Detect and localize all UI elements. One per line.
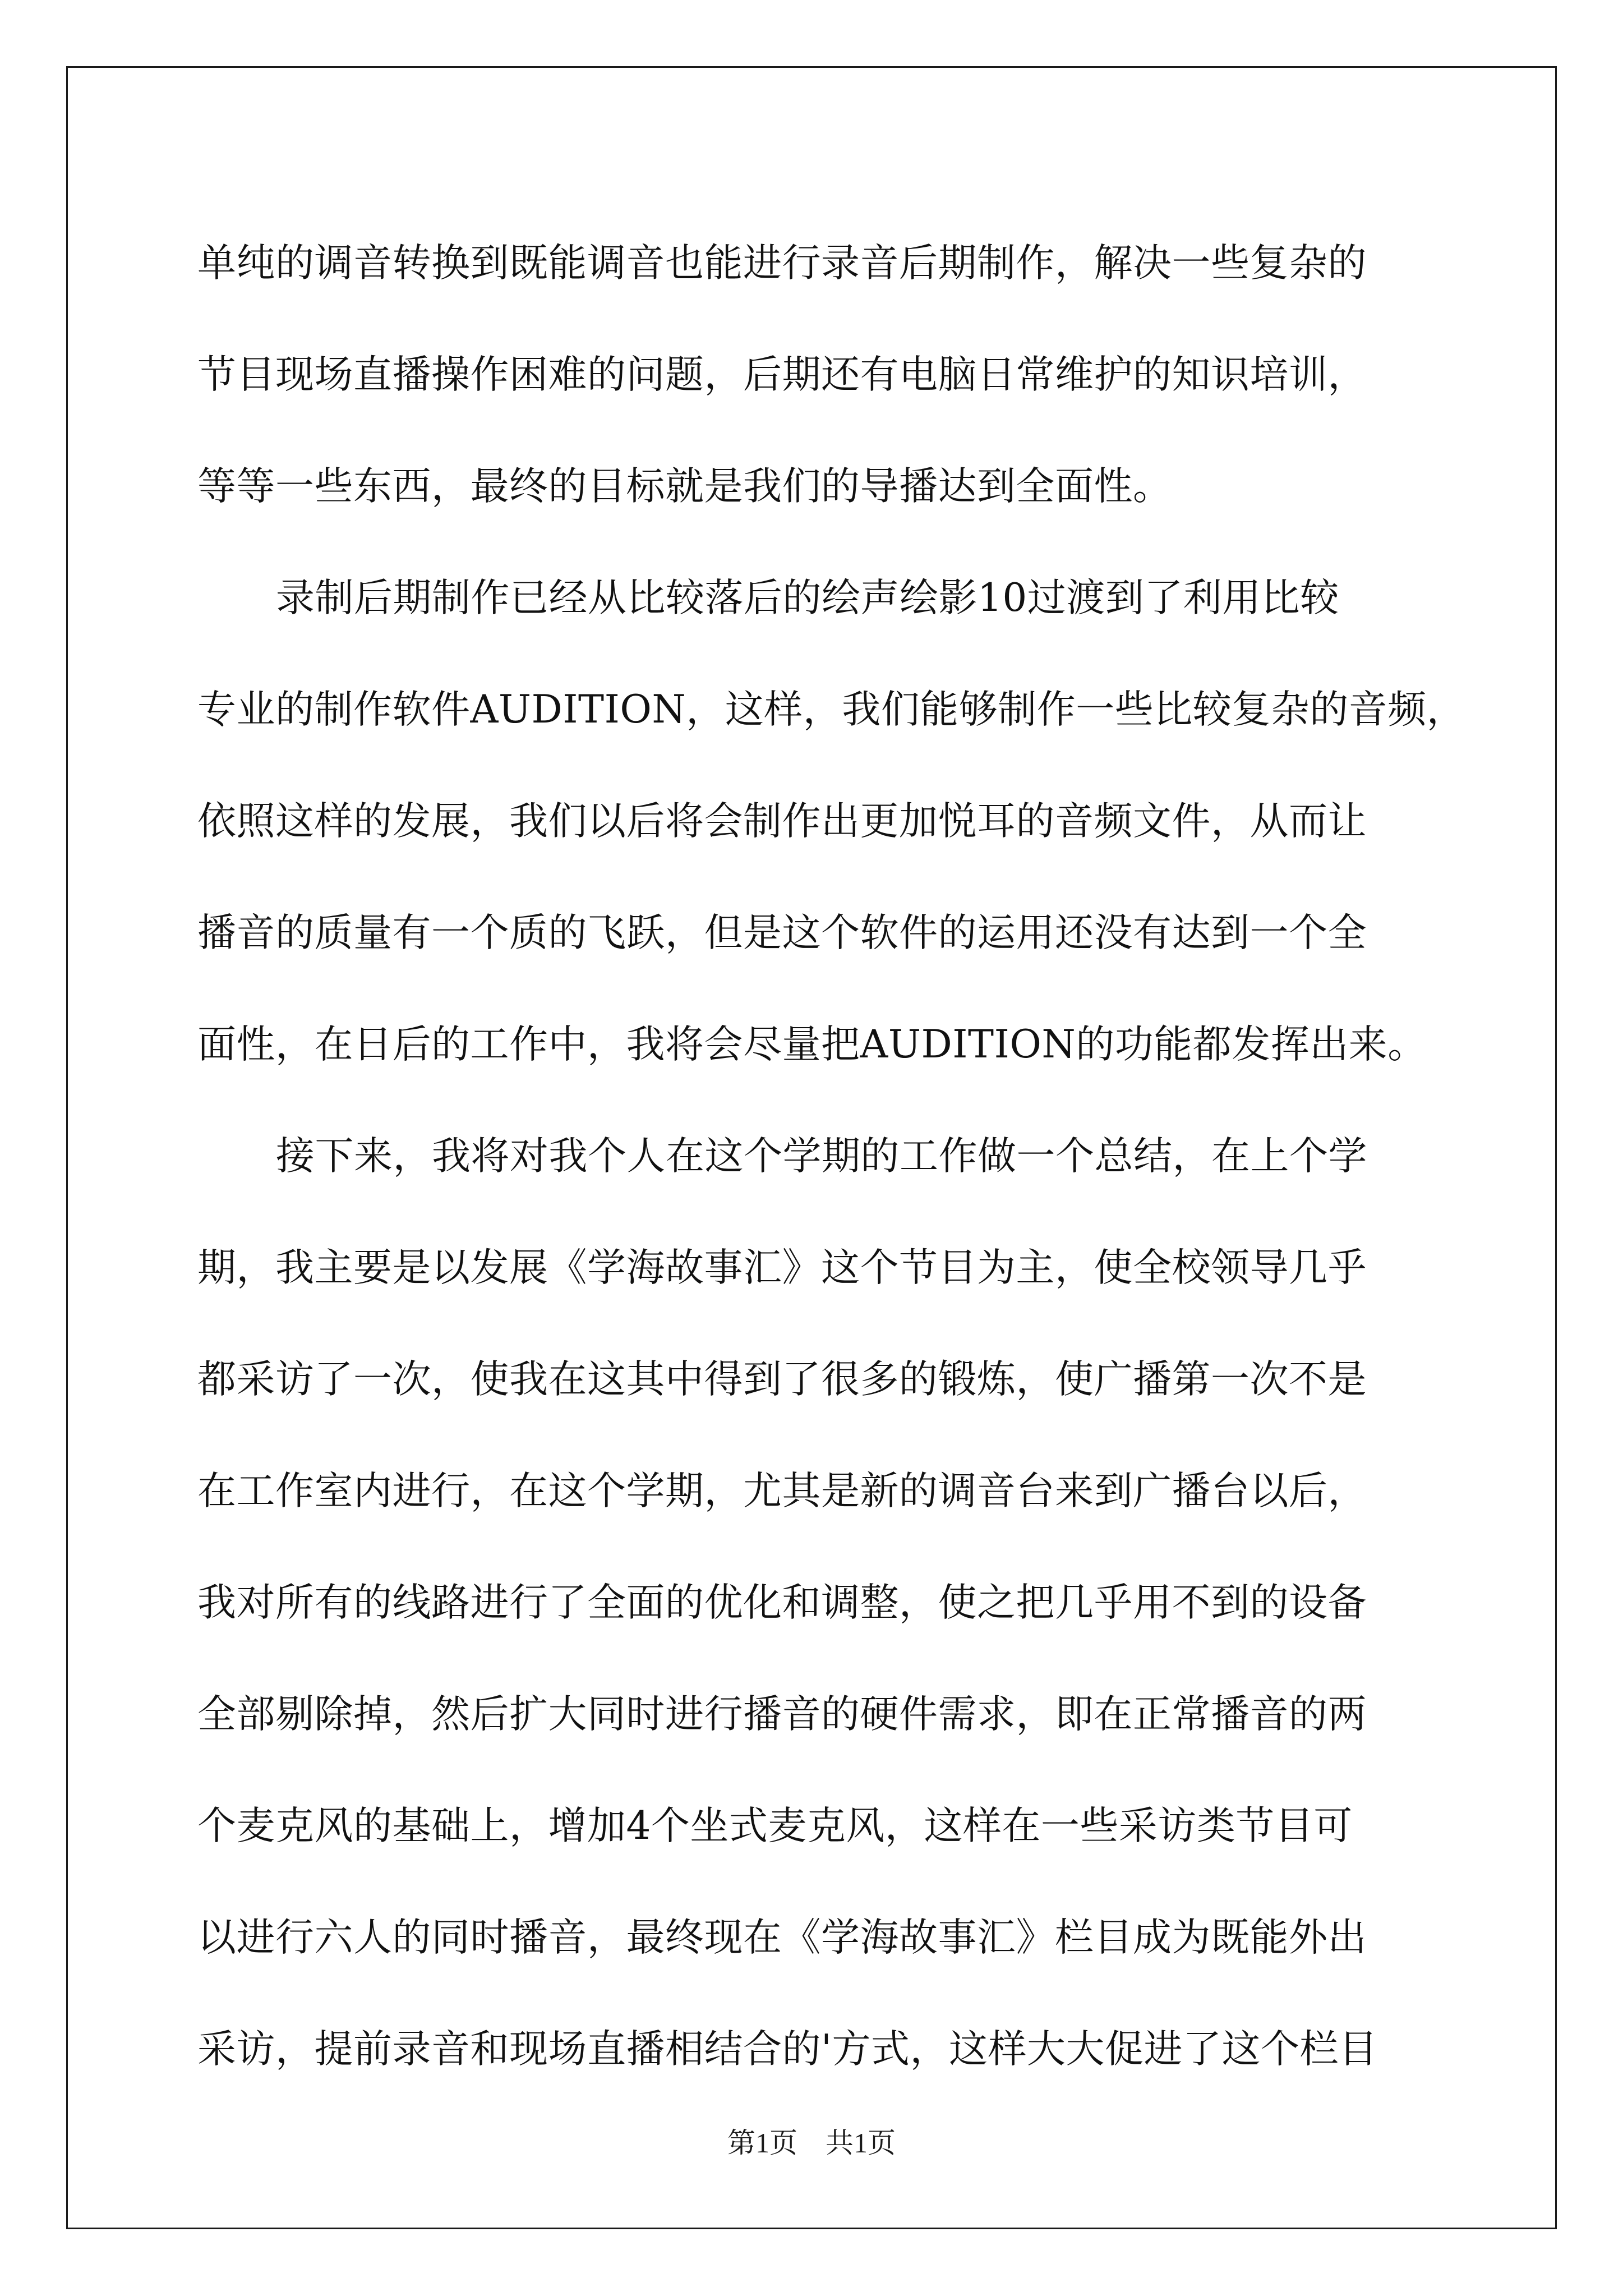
text-line: 依照这样的发展，我们以后将会制作出更加悦耳的音频文件，从而让 bbox=[197, 799, 1367, 844]
text-line: 录制后期制作已经从比较落后的绘声绘影10过渡到了利用比较 bbox=[276, 576, 1339, 620]
page-total: 共1页 bbox=[826, 2127, 896, 2159]
text-line: 接下来，我将对我个人在这个学期的工作做一个总结，在上个学 bbox=[276, 1134, 1367, 1179]
text-line: 播音的质量有一个质的飞跃，但是这个软件的运用还没有达到一个全 bbox=[197, 910, 1367, 955]
text-line: 个麦克风的基础上，增加4个坐式麦克风，这样在一些采访类节目可 bbox=[197, 1803, 1353, 1848]
text-line: 专业的制作软件AUDITION，这样，我们能够制作一些比较复杂的音频， bbox=[197, 687, 1466, 732]
text-line: 单纯的调音转换到既能调音也能进行录音后期制作，解决一些复杂的 bbox=[197, 241, 1367, 286]
page-footer bbox=[0, 2126, 1623, 2160]
text-line: 全部剔除掉，然后扩大同时进行播音的硬件需求，即在正常播音的两 bbox=[197, 1692, 1367, 1737]
text-line: 等等一些东西，最终的目标就是我们的导播达到全面性。 bbox=[197, 464, 1172, 509]
text-line: 以进行六人的同时播音，最终现在《学海故事汇》栏目成为既能外出 bbox=[197, 1915, 1367, 1960]
text-line: 节目现场直播操作困难的问题，后期还有电脑日常维护的知识培训， bbox=[197, 352, 1367, 397]
document-body bbox=[197, 208, 1466, 2105]
text-line: 都采访了一次，使我在这其中得到了很多的锻炼，使广播第一次不是 bbox=[197, 1357, 1367, 1402]
text-line: 在工作室内进行，在这个学期，尤其是新的调音台来到广播台以后， bbox=[197, 1469, 1367, 1513]
text-line: 面性，在日后的工作中，我将会尽量把AUDITION的功能都发挥出来。 bbox=[197, 1022, 1427, 1067]
page-number: 第1页 bbox=[727, 2127, 797, 2159]
text-line: 我对所有的线路进行了全面的优化和调整，使之把几乎用不到的设备 bbox=[197, 1580, 1367, 1625]
text-line: 采访，提前录音和现场直播相结合的'方式，这样大大促进了这个栏目 bbox=[197, 2027, 1378, 2072]
text-line: 期，我主要是以发展《学海故事汇》这个节目为主，使全校领导几乎 bbox=[197, 1245, 1367, 1290]
